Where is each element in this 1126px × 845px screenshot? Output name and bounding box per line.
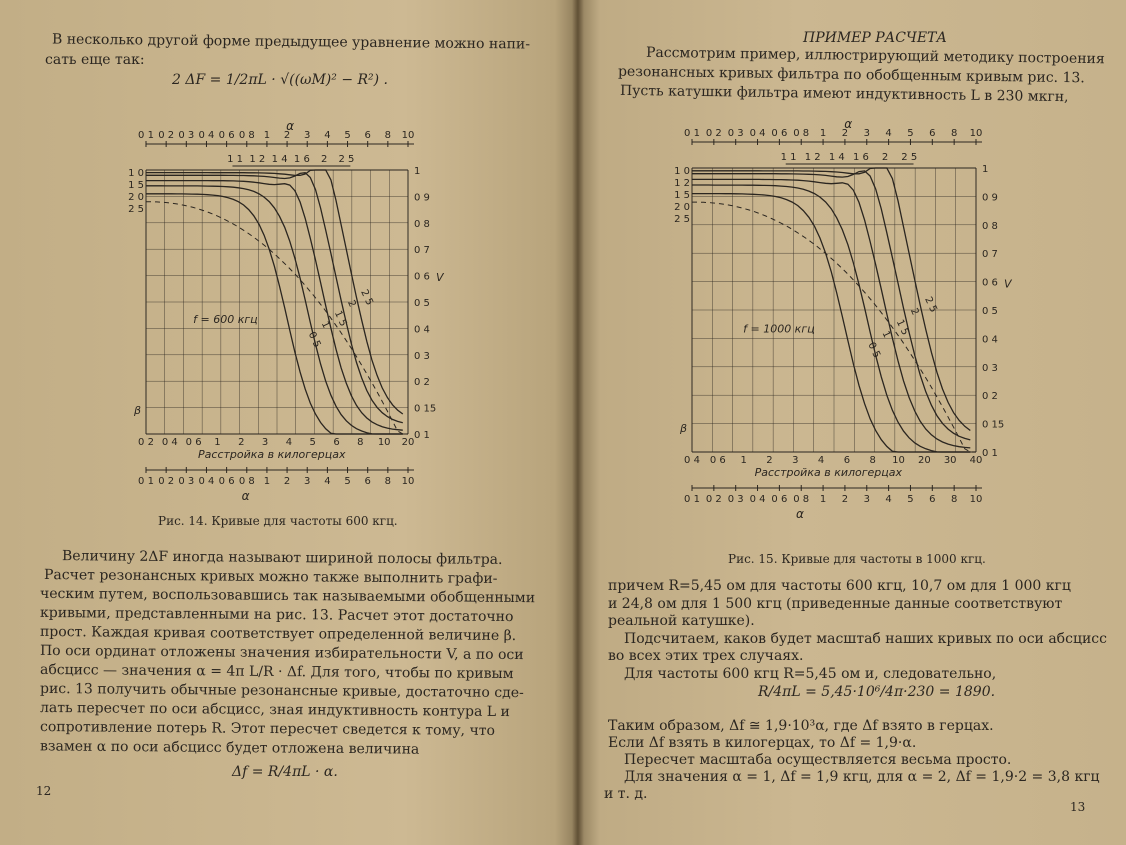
intro-line-2: сать еще так: bbox=[45, 52, 145, 68]
text-line: ческим путем, воспользовавшись так называемыми обобщенными bbox=[39, 585, 536, 607]
alpha-tick-label: 0 1 bbox=[684, 128, 700, 139]
alpha-tick-label: 0 2 bbox=[158, 130, 175, 141]
detuning-tick-label: 2 bbox=[238, 437, 245, 448]
text-line: прост. Каждая кривая соответствует определенной величине β. bbox=[39, 623, 517, 645]
detuning-tick-label: 2 bbox=[766, 455, 773, 466]
detuning-tick-label: 0 4 bbox=[684, 455, 700, 466]
detuning-tick-label: 4 bbox=[817, 455, 825, 466]
beta-symbol: β bbox=[134, 404, 142, 417]
alpha-tick-label: 0 2 bbox=[705, 128, 722, 139]
alpha-tick-label: 5 bbox=[907, 128, 914, 139]
v-tick-label: 0 2 bbox=[414, 377, 430, 389]
alpha-tick-label-bottom: 0 1 bbox=[138, 476, 154, 487]
beta-tick-label: 1 1 bbox=[780, 152, 797, 163]
alpha-tick-label-bottom: 1 bbox=[263, 476, 271, 487]
alpha-tick-label-bottom: 10 bbox=[969, 494, 983, 505]
alpha-tick-label-bottom: 0 8 bbox=[238, 476, 255, 487]
alpha-tick-label: 1 bbox=[819, 128, 827, 139]
beta-tick-label: 1 2 bbox=[804, 152, 821, 163]
text-line: взамен α по оси абсцисс будет отложена величина bbox=[39, 738, 420, 758]
alpha-tick-label: 6 bbox=[929, 128, 936, 139]
alpha-tick-label-bottom: 4 bbox=[324, 476, 331, 487]
alpha-tick-label-bottom: 0 4 bbox=[749, 494, 766, 505]
beta-tick-label: 2 bbox=[881, 152, 889, 163]
resonance-curve bbox=[146, 194, 403, 434]
v-tick-label: 0 7 bbox=[982, 249, 998, 261]
beta-tick-label: 1 1 bbox=[227, 154, 244, 165]
alpha-tick-label-bottom: 0 2 bbox=[158, 476, 175, 487]
curve-label: 0 5 bbox=[305, 330, 323, 350]
frequency-label: f = 1000 кгц bbox=[743, 322, 815, 336]
alpha-tick-label-bottom: 3 bbox=[863, 494, 870, 505]
alpha-tick-label-bottom: 0 3 bbox=[727, 494, 744, 505]
text-line: реальной катушке). bbox=[608, 613, 755, 629]
alpha-tick-label: 0 6 bbox=[218, 130, 235, 141]
text-line: сопротивление потерь R. Этот пересчет сведется к тому, что bbox=[39, 719, 496, 739]
text-line: Расчет резонансных кривых можно также выполнить графи- bbox=[43, 567, 498, 587]
beta-left-label: 2 0 bbox=[128, 192, 144, 203]
alpha-tick-label: 0 6 bbox=[771, 128, 788, 139]
page-number-left: 12 bbox=[36, 784, 52, 798]
beta-tick-label: 1 4 bbox=[271, 154, 288, 165]
detuning-tick-label: 8 bbox=[869, 455, 876, 466]
v-tick-label: 0 5 bbox=[414, 298, 430, 309]
detuning-tick-label: 6 bbox=[333, 437, 340, 448]
figure-14-chart bbox=[128, 118, 458, 510]
v-tick-label: 1 bbox=[414, 166, 421, 177]
curve-label: 1 bbox=[879, 329, 893, 340]
resonance-curve bbox=[692, 179, 970, 448]
figure-15-caption: Рис. 15. Кривые для частоты в 1000 кгц. bbox=[728, 552, 986, 566]
alpha-tick-label: 0 3 bbox=[727, 128, 744, 139]
beta-left-label: 1 2 bbox=[674, 178, 690, 189]
alpha-tick-label: 0 4 bbox=[198, 130, 215, 141]
alpha-tick-label-bottom: 8 bbox=[950, 494, 958, 505]
beta-tick-label: 2 5 bbox=[338, 154, 355, 165]
v-tick-label: 1 bbox=[982, 164, 989, 175]
detuning-tick-label: 20 bbox=[917, 455, 931, 466]
figure-14-caption: Рис. 14. Кривые для частоты 600 кгц. bbox=[158, 514, 398, 528]
alpha-tick-label-bottom: 0 8 bbox=[793, 494, 810, 505]
text-line: Для частоты 600 кгц R=5,45 ом и, следовательно, bbox=[624, 665, 997, 682]
v-tick-label: 0 6 bbox=[414, 271, 430, 283]
curve-label: 1 5 bbox=[331, 309, 349, 329]
alpha-tick-label: 0 3 bbox=[178, 130, 195, 141]
detuning-tick-label: 6 bbox=[843, 455, 851, 466]
detuning-tick-label: 1 bbox=[740, 455, 747, 466]
alpha-tick-label: 10 bbox=[969, 128, 983, 139]
text-line: По оси ординат отложены значения избирательности V, а по оси bbox=[39, 642, 524, 664]
text-line: лать пересчет по оси абсцисс, зная индуктивность контура L и bbox=[39, 699, 510, 721]
alpha-tick-label-bottom: 1 bbox=[819, 494, 827, 505]
alpha-tick-label: 6 bbox=[364, 130, 371, 141]
alpha-tick-label: 0 8 bbox=[793, 128, 810, 139]
formula-bottom: Δf = R/4πL · α. bbox=[232, 764, 338, 780]
beta-left-label: 1 5 bbox=[128, 180, 144, 191]
right-intro-line-1: Рассмотрим пример, иллюстрирующий методику построения bbox=[645, 44, 1105, 68]
alpha-tick-label-bottom: 5 bbox=[344, 476, 351, 487]
beta-left-label: 1 0 bbox=[674, 166, 690, 177]
alpha-tick-label-bottom: 6 bbox=[364, 476, 371, 487]
intro-line-1: В несколько другой форме предыдущее уравнение можно напи- bbox=[51, 31, 531, 53]
v-tick-label: 0 4 bbox=[414, 324, 430, 336]
v-tick-label: 0 2 bbox=[982, 391, 998, 403]
alpha-tick-label: 8 bbox=[384, 130, 392, 141]
curve-label: 0 5 bbox=[865, 340, 883, 360]
text-line: кривыми, представленными на рис. 13. Расчет этот достаточно bbox=[39, 604, 514, 626]
v-axis-label: V bbox=[436, 270, 444, 284]
alpha-tick-label: 0 4 bbox=[749, 128, 766, 139]
alpha-tick-label: 1 bbox=[263, 130, 271, 141]
v-tick-label: 0 15 bbox=[982, 419, 1005, 431]
beta-left-label: 2 0 bbox=[674, 202, 690, 213]
figure-15-chart bbox=[674, 116, 1026, 528]
alpha-tick-label: 5 bbox=[344, 130, 351, 141]
alpha-tick-label-bottom: 0 4 bbox=[198, 476, 215, 487]
v-axis-label: V bbox=[1004, 277, 1012, 291]
text-line: Если Δf взять в килогерцах, то Δf = 1,9·α. bbox=[608, 735, 917, 751]
text-line: Пересчет масштаба осуществляется весьма просто. bbox=[624, 752, 1012, 768]
resonance-curve bbox=[692, 194, 970, 452]
curve-label: 1 5 bbox=[893, 317, 911, 338]
beta-tick-label: 2 5 bbox=[901, 152, 918, 163]
v-tick-label: 0 3 bbox=[414, 350, 430, 362]
v-tick-label: 0 3 bbox=[982, 362, 998, 374]
v-tick-label: 0 5 bbox=[982, 306, 998, 317]
text-line: причем R=5,45 ом для частоты 600 кгц, 10,7 ом для 1 000 кгц bbox=[608, 578, 1071, 594]
right-intro-line-3: Пусть катушки фильтра имеют индуктивность L в 230 мкгн, bbox=[619, 82, 1069, 106]
frequency-label: f = 600 кгц bbox=[193, 313, 258, 327]
alpha-tick-label-bottom: 0 3 bbox=[178, 476, 195, 487]
text-line: Величину 2ΔF иногда называют шириной полосы фильтра. bbox=[61, 548, 503, 568]
text-line: и 24,8 ом для 1 500 кгц (приведенные данные соответствуют bbox=[608, 595, 1063, 612]
detuning-tick-label: 8 bbox=[357, 437, 364, 448]
text-line: абсцисс — значения α = 4π L/R · Δf. Для того, чтобы по кривым bbox=[39, 661, 514, 683]
text-line: Таким образом, Δf ≅ 1,9·10³α, где Δf взято в герцах. bbox=[608, 718, 994, 734]
alpha-tick-label-bottom: 2 bbox=[841, 494, 849, 505]
text-line: Подсчитаем, каков будет масштаб наших кривых по оси абсцисс bbox=[624, 630, 1107, 647]
right-intro-line-2: резонансных кривых фильтра по обобщенным кривым рис. 13. bbox=[617, 63, 1085, 87]
alpha-tick-label: 0 8 bbox=[238, 130, 255, 141]
beta-left-label: 2 5 bbox=[128, 204, 144, 215]
alpha-tick-label: 4 bbox=[324, 130, 331, 141]
text-line: и т. д. bbox=[604, 786, 648, 802]
alpha-tick-label: 8 bbox=[950, 128, 958, 139]
alpha-tick-label: 2 bbox=[283, 130, 291, 141]
beta-symbol: β bbox=[680, 422, 688, 435]
v-tick-label: 0 15 bbox=[414, 403, 437, 415]
alpha-tick-label-bottom: 10 bbox=[401, 476, 415, 487]
alpha-tick-label: 2 bbox=[841, 128, 849, 139]
beta-tick-label: 1 6 bbox=[293, 154, 310, 165]
detuning-tick-label: 5 bbox=[309, 437, 316, 448]
curve-label: 2 5 bbox=[358, 288, 375, 308]
alpha-tick-label: 10 bbox=[401, 130, 415, 141]
detuning-tick-label: 10 bbox=[892, 455, 905, 466]
alpha-tick-label-bottom: 0 1 bbox=[684, 494, 700, 505]
text-line: во всех этих трех случаях. bbox=[608, 648, 804, 664]
v-tick-label: 0 7 bbox=[414, 245, 430, 257]
detuning-tick-label: 3 bbox=[261, 437, 269, 448]
right-page bbox=[578, 0, 1126, 845]
alpha-tick-label-bottom: 2 bbox=[283, 476, 291, 487]
v-tick-label: 0 1 bbox=[982, 448, 998, 459]
v-tick-label: 0 4 bbox=[982, 334, 998, 346]
v-tick-label: 0 8 bbox=[414, 218, 430, 230]
curve-label: 2 bbox=[345, 298, 358, 310]
detuning-axis-label: Расстройка в килогерцах bbox=[754, 466, 903, 479]
detuning-tick-label: 0 6 bbox=[185, 437, 202, 448]
detuning-tick-label: 20 bbox=[401, 437, 415, 448]
running-head: ПРИМЕР РАСЧЕТА bbox=[803, 30, 947, 46]
beta-left-label: 2 5 bbox=[674, 214, 690, 225]
detuning-tick-label: 0 2 bbox=[138, 437, 154, 448]
page-number-right: 13 bbox=[1070, 800, 1086, 814]
alpha-tick-label: 4 bbox=[885, 128, 892, 139]
beta-tick-label: 1 2 bbox=[249, 154, 266, 165]
beta-tick-label: 1 6 bbox=[853, 152, 869, 163]
alpha-symbol-top: α bbox=[286, 119, 295, 133]
alpha-tick-label-bottom: 0 6 bbox=[771, 494, 788, 505]
detuning-tick-label: 0 4 bbox=[161, 437, 178, 448]
alpha-tick-label-bottom: 8 bbox=[384, 476, 392, 487]
alpha-tick-label-bottom: 4 bbox=[885, 494, 892, 505]
detuning-tick-label: 1 bbox=[214, 437, 221, 448]
v-tick-label: 0 1 bbox=[414, 430, 430, 441]
beta-tick-label: 2 bbox=[320, 154, 328, 165]
detuning-tick-label: 10 bbox=[377, 437, 391, 448]
beta-left-label: 1 5 bbox=[674, 190, 690, 201]
alpha-tick-label-bottom: 3 bbox=[304, 476, 311, 487]
alpha-symbol-top: α bbox=[844, 117, 853, 131]
alpha-tick-label-bottom: 5 bbox=[907, 494, 914, 505]
v-tick-label: 0 9 bbox=[414, 192, 430, 204]
curve-label: 1 bbox=[318, 319, 332, 331]
beta-tick-label: 1 4 bbox=[828, 152, 845, 163]
detuning-axis-label: Расстройка в килогерцах bbox=[198, 448, 346, 461]
text-line: Для значения α = 1, Δf = 1,9 кгц, для α = 2, Δf = 1,9·2 = 3,8 кгц bbox=[624, 769, 1100, 785]
detuning-tick-label: 4 bbox=[285, 437, 293, 448]
alpha-tick-label-bottom: 6 bbox=[929, 494, 936, 505]
formula-calc: R/4πL = 5,45·10⁶/4π·230 = 1890. bbox=[758, 684, 996, 700]
alpha-symbol-bottom: α bbox=[795, 507, 804, 521]
curve-label: 2 5 bbox=[922, 295, 939, 315]
text-line: рис. 13 получить обычные резонансные кривые, достаточно сде- bbox=[39, 680, 524, 702]
alpha-tick-label: 3 bbox=[863, 128, 870, 139]
alpha-symbol-bottom: α bbox=[241, 489, 250, 503]
alpha-tick-label-bottom: 0 2 bbox=[705, 494, 722, 505]
curve-label: 2 bbox=[907, 306, 921, 318]
alpha-tick-label: 0 1 bbox=[138, 130, 154, 141]
v-tick-label: 0 8 bbox=[982, 220, 998, 232]
detuning-tick-label: 0 6 bbox=[709, 455, 726, 466]
detuning-tick-label: 30 bbox=[943, 455, 957, 466]
alpha-tick-label: 3 bbox=[304, 130, 311, 141]
v-tick-label: 0 9 bbox=[982, 192, 998, 204]
beta-left-label: 1 0 bbox=[128, 168, 144, 179]
formula-top: 2 ΔF = 1/2πL · √((ωM)² − R²) . bbox=[172, 72, 389, 88]
detuning-tick-label: 40 bbox=[969, 455, 983, 466]
detuning-tick-label: 3 bbox=[792, 455, 799, 466]
v-tick-label: 0 6 bbox=[982, 277, 998, 289]
alpha-tick-label-bottom: 0 6 bbox=[218, 476, 235, 487]
book-gutter bbox=[572, 0, 584, 845]
